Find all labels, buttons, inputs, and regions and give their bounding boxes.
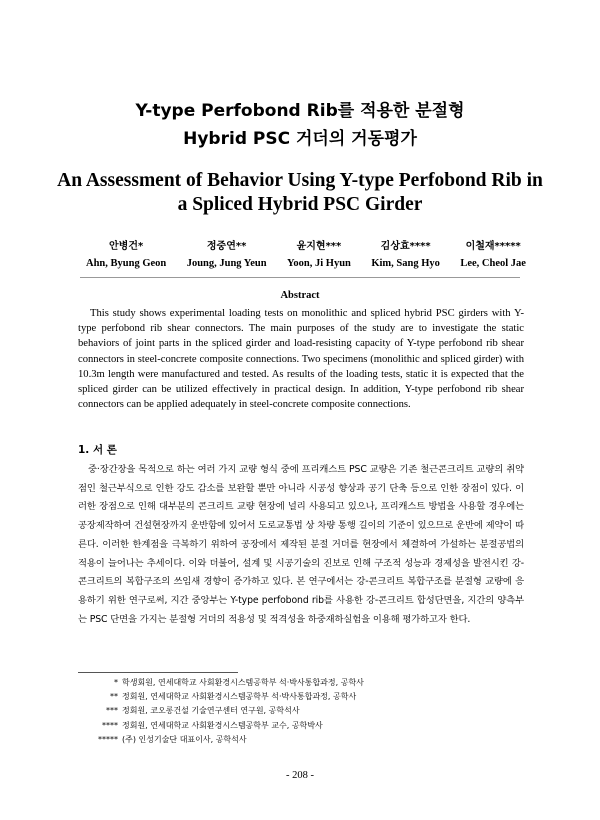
footnotes <box>78 676 524 747</box>
abstract-heading: Abstract <box>280 290 320 301</box>
author-list <box>86 238 526 272</box>
english-title-line-1: An Assessment of Behavior Using Y-type Perfobond Rib in <box>57 170 543 191</box>
english-title-line-2: a Spliced Hybrid PSC Girder <box>177 194 423 215</box>
author-name-korean: 안병건* <box>109 241 144 252</box>
author-name-english: Ahn, Byung Geon <box>86 258 167 269</box>
section-heading: 1. 서 론 <box>78 444 117 456</box>
footnote-mark: * <box>114 678 118 687</box>
footnote-mark: ***** <box>98 734 118 744</box>
introduction-body: 중·장간장을 목적으로 하는 여러 가지 교량 형식 중에 프리캐스트 PSC 교량은 기존 철근콘크리트 교량의 취약점인 철근부식으로 인한 강도 감소를 보완할 뿐만 아니라 시공성 향상과 공기 단축 등으로 인한 장점이 있다. 이러한 장점으로 인해 대부분의 콘크리트 교량 현장에 널리 사용되고 있으나, 프리캐스트 방법을 사용할 경우에는 공장제작하여 건설현장까지 운반함에 있어서 도로교통법 상 차량 통행 길이의 기준이 있으므로 운반에 제약이 따른다. 이러한 한계점을 극복하기 위하여 공장에서 제작된 분절 거더를 현장에서 체결하여 가설하는 분절공법의 적용이 늘어나는 추세이다. 이와 더불어, 설계 및 시공기술의 진보로 인해 구조적 성능과 경제성을 발전시킨 강-콘크리트의 복합구조의 쓰임새 경향이 증가하고 있다. 본 연구에서는 강-콘크리트 복합구조를 분절형 교량에 응용하기 위한 연구로써, 지간 중앙부는 Y-type perfobond rib를 사용한 강-콘크리트 합성단면을, 지간의 양측부는 PSC 단면을 가지는 분절형 거더의 적용성 및 적격성을 하중재하실험을 이용해 평가하고자 한다. <box>78 464 524 625</box>
author <box>287 238 351 272</box>
author-name-english: Yoon, Ji Hyun <box>286 258 351 269</box>
abstract-body: This study shows experimental loading tests on monolithic and spliced hybrid PSC girders with Y-type perfobond rib shear connectors. The main purposes of the study are to investigate the static behaviors of joint parts in the spliced girder and load-resisting capacity of Y-type perfobond rib shear connectors in steel-concrete composite connections. Two specimens (monolithic and spliced girder) with 10.3m length were manufactured and tested. As results of the loading tests, static it is expected that the spliced girder can be utilized effectively in practical design. In addition, Y-type perfobond rib shear connectors can be applied adequately in steel-concrete composite connections. <box>78 308 524 411</box>
author <box>187 238 267 272</box>
footnote-text: 학생회원, 연세대학교 사회환경시스템공학부 석·박사통합과정, 공학사 <box>122 678 364 687</box>
footnote-text: 정회원, 연세대학교 사회환경시스템공학부 교수, 공학박사 <box>122 720 323 730</box>
author-name-english: Kim, Sang Hyo <box>371 258 440 269</box>
footnote-text: (주) 인성기술단 대표이사, 공학석사 <box>122 734 247 744</box>
author-name-korean: 정중연** <box>206 241 247 252</box>
footnote-mark: ** <box>110 692 118 702</box>
author <box>460 238 526 272</box>
author <box>371 238 440 272</box>
footnote-text: 정회원, 코오롱건설 기술연구센터 연구원, 공학석사 <box>122 706 300 716</box>
author-name-english: Joung, Jung Yeun <box>186 258 267 269</box>
footnote <box>78 719 524 733</box>
footnote-mark: *** <box>106 706 118 716</box>
footnote <box>78 733 524 747</box>
author <box>86 238 166 272</box>
footnote <box>78 704 524 718</box>
header-divider <box>80 277 520 278</box>
korean-title-line-2: Hybrid PSC 거더의 거동평가 <box>183 129 417 149</box>
footnote-mark: **** <box>102 720 118 730</box>
footnote-divider <box>78 672 238 673</box>
footnote <box>78 690 524 704</box>
footnote <box>78 676 524 690</box>
author-name-korean: 이철재***** <box>465 241 521 252</box>
author-name-korean: 김상효**** <box>380 241 431 252</box>
footnote-text: 정회원, 연세대학교 사회환경시스템공학부 석·박사통합과정, 공학사 <box>122 692 357 702</box>
author-name-korean: 윤지현*** <box>296 241 342 252</box>
korean-title-line-1: Y-type Perfobond Rib를 적용한 분절형 <box>135 101 465 121</box>
page-number: - 208 - <box>286 770 314 781</box>
author-name-english: Lee, Cheol Jae <box>460 258 526 269</box>
